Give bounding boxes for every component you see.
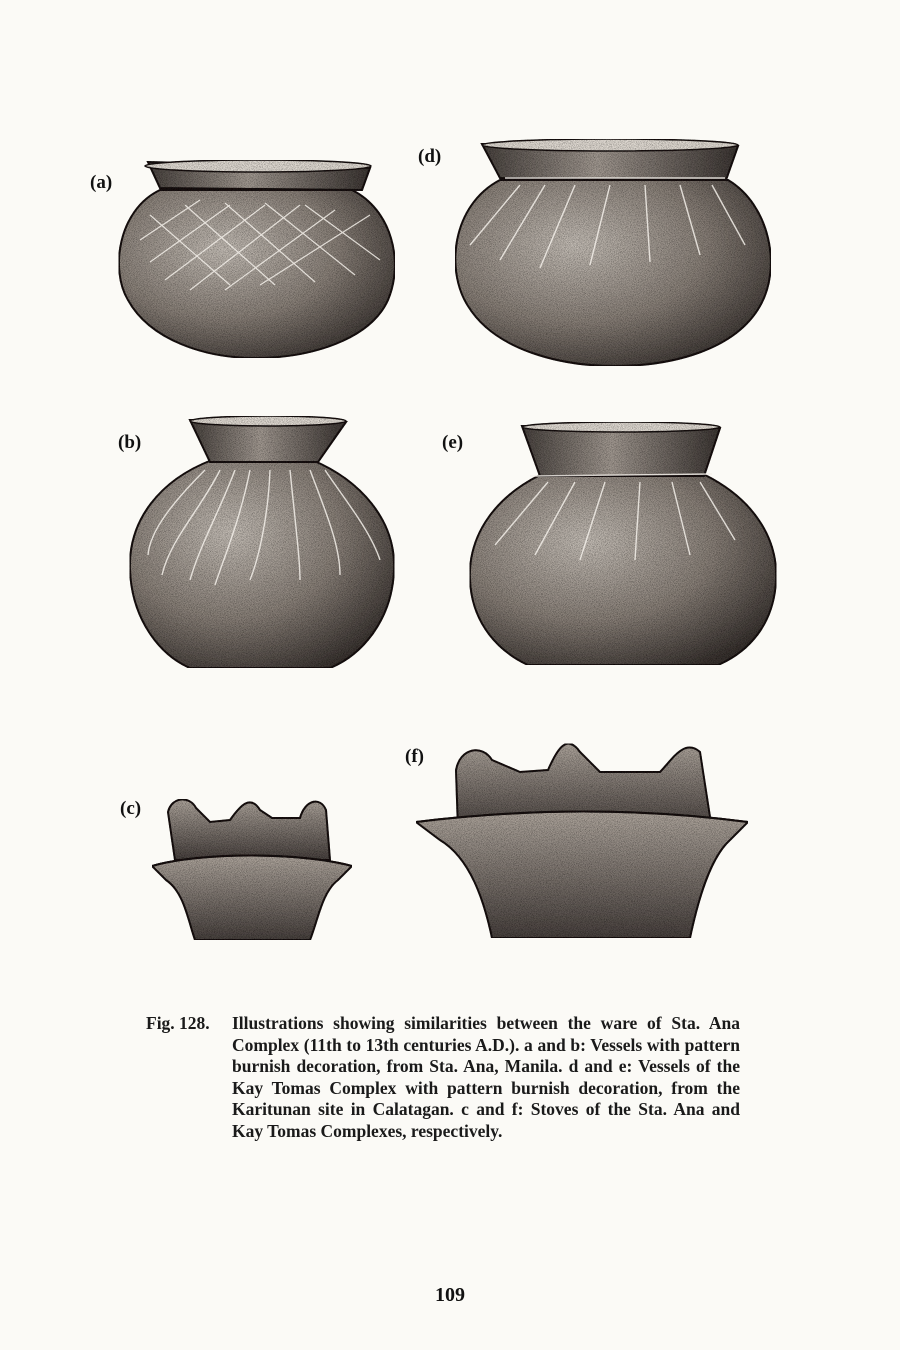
figure-number: Fig. 128. [146,1013,210,1033]
vessel-d-body [455,180,770,366]
stove-c-base [152,856,352,941]
label-f: (f) [405,746,424,767]
vessel-e-body [470,475,776,665]
label-c: (c) [120,798,142,819]
page-number: 109 [435,1284,465,1306]
vessel-b [130,416,394,668]
stove-f-base [416,812,748,939]
label-d: (d) [418,146,442,167]
label-e: (e) [442,432,464,453]
figure-caption [146,1013,740,1143]
vessel-e-neck [522,426,720,476]
caption-text: Illustrations showing similarities between the ware of Sta. Ana Complex (11th to 13th centuries A.D.). a and b: Vessels with pattern burnish decoration, from Sta. Ana, Manila. d and e: Vessels of the Kay Tomas Complex with pattern burnish decoration, from the Karitunan site in Calatagan. c and f: Stoves of the Sta. Ana and Kay Tomas Complexes, respectively. [232,1013,740,1141]
vessel-a [119,160,395,358]
vessel-b-body [130,460,394,668]
stove-c [152,799,352,940]
vessel-e [470,422,776,665]
vessel-d [455,139,770,366]
stove-f [416,744,748,938]
stove-c-back-wall [168,799,330,860]
label-b: (b) [118,432,142,453]
label-a: (a) [90,172,113,193]
